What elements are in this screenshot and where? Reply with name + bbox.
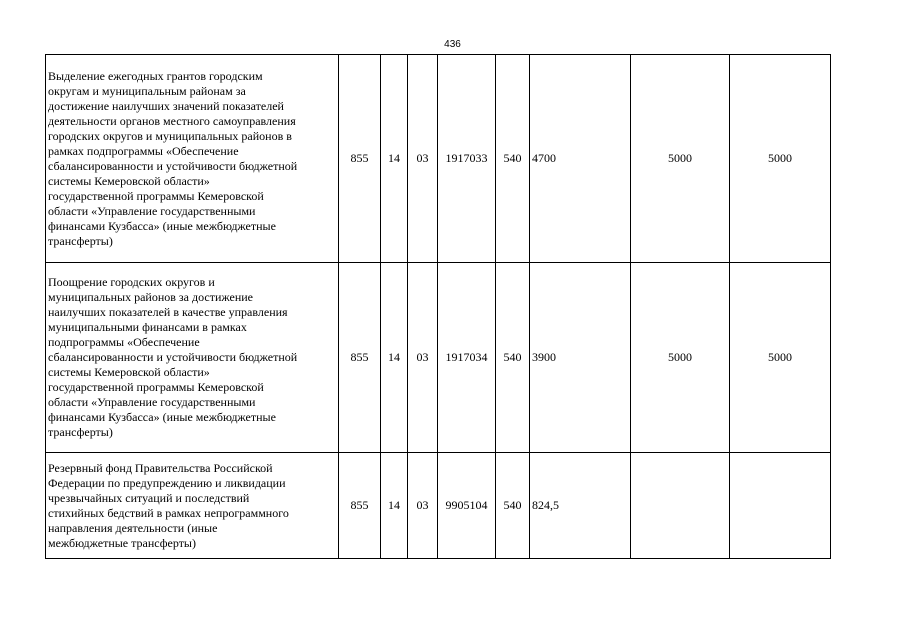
amount-year-1: 3900: [530, 263, 631, 453]
page-number: 436: [444, 39, 461, 50]
subsection-code: 03: [408, 453, 438, 559]
ministry-code: 855: [339, 453, 381, 559]
table-row: [46, 453, 831, 559]
row-description: Резервный фонд Правительства Российской Федерации по предупреждению и ликвидации чрезвычайных ситуаций и последствий стихийных бедствий в рамках непрограммного направления деятельности (иные межбюджетные трансферты): [46, 453, 339, 559]
subsection-code: 03: [408, 263, 438, 453]
target-item-code: 9905104: [438, 453, 496, 559]
amount-year-1: 4700: [530, 55, 631, 263]
amount-year-2: 5000: [631, 263, 730, 453]
row-description: Поощрение городских округов и муниципальных районов за достижение наилучших показателей в качестве управления муниципальными финансами в рамках подпрограммы «Обеспечение сбалансированности и устойчивости бюджетной системы Кемеровской области» государственной программы Кемеровской области «Управление государственными финансами Кузбасса» (иные межбюджетные трансферты): [46, 263, 339, 453]
ministry-code: 855: [339, 55, 381, 263]
section-code: 14: [381, 263, 408, 453]
section-code: 14: [381, 55, 408, 263]
budget-table: [45, 54, 831, 559]
amount-year-1: 824,5: [530, 453, 631, 559]
amount-year-2: [631, 453, 730, 559]
table-row: [46, 263, 831, 453]
table-row: [46, 55, 831, 263]
amount-year-3: 5000: [730, 55, 831, 263]
amount-year-2: 5000: [631, 55, 730, 263]
amount-year-3: [730, 453, 831, 559]
amount-year-3: 5000: [730, 263, 831, 453]
expense-type-code: 540: [496, 55, 530, 263]
expense-type-code: 540: [496, 263, 530, 453]
section-code: 14: [381, 453, 408, 559]
subsection-code: 03: [408, 55, 438, 263]
target-item-code: 1917034: [438, 263, 496, 453]
expense-type-code: 540: [496, 453, 530, 559]
ministry-code: 855: [339, 263, 381, 453]
target-item-code: 1917033: [438, 55, 496, 263]
row-description: Выделение ежегодных грантов городским округам и муниципальным районам за достижение наилучших значений показателей деятельности органов местного самоуправления городских округов и муниципальных районов в рамках подпрограммы «Обеспечение сбалансированности и устойчивости бюджетной системы Кемеровской области» государственной программы Кемеровской области «Управление государственными финансами Кузбасса» (иные межбюджетные трансферты): [46, 55, 339, 263]
